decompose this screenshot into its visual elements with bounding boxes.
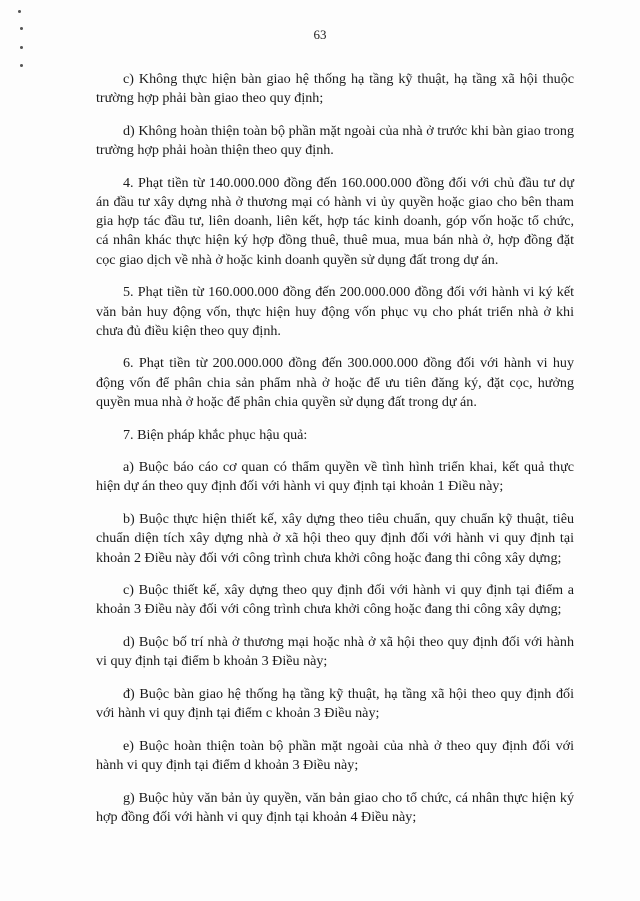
paragraph-7-heading: 7. Biện pháp khắc phục hậu quả:	[123, 426, 308, 443]
page-number: 63	[313, 27, 327, 42]
scan-speck	[20, 46, 23, 49]
scan-speck	[20, 64, 23, 67]
paragraph-3c: c) Không thực hiện bàn giao hệ thống hạ tầng kỹ thuật, hạ tầng xã hội thuộc trường hợp phải bàn giao theo quy định;	[96, 71, 574, 107]
paragraph-7b: b) Buộc thực hiện thiết kế, xây dựng theo tiêu chuẩn, quy chuẩn kỹ thuật, tiêu chuẩn diện tích xây dựng nhà ở xã hội theo quy định đối với hành vi quy định tại khoản 2 Điều này đối với công trình chưa khởi công hoặc đang thi công xây dựng;	[96, 511, 574, 566]
paragraph-4: 4. Phạt tiền từ 140.000.000 đồng đến 160.000.000 đồng đối với chủ đầu tư dự án đầu tư xây dựng nhà ở thương mại có hành vi ủy quyền hoặc giao cho bên tham gia hợp tác đầu tư, liên doanh, liên kết, hợp tác kinh doanh, góp vốn hoặc tổ chức, cá nhân khác thực hiện ký hợp đồng thuê, thuê mua, mua bán nhà ở, hợp đồng đặt cọc giao dịch về nhà ở hoặc kinh doanh quyền sử dụng đất trong dự án.	[96, 174, 574, 268]
document-body	[96, 70, 574, 841]
paragraph-3d: d) Không hoàn thiện toàn bộ phần mặt ngoài của nhà ở trước khi bàn giao trong trường hợp phải hoàn thiện theo quy định.	[96, 122, 574, 159]
paragraph-5: 5. Phạt tiền từ 160.000.000 đồng đến 200.000.000 đồng đối với hành vi ký kết văn bản huy động vốn, thực hiện huy động vốn phục vụ cho phát triển nhà ở khi chưa đủ điều kiện theo quy định.	[96, 284, 574, 339]
paragraph-7d: d) Buộc bố trí nhà ở thương mại hoặc nhà ở xã hội theo quy định đối với hành vi quy định tại điểm b khoản 3 Điều này;	[96, 634, 574, 670]
paragraph-7a: a) Buộc báo cáo cơ quan có thẩm quyền về tình hình triển khai, kết quả thực hiện dự án theo quy định đối với hành vi quy định tại khoản 1 Điều này;	[96, 459, 574, 495]
paragraph-7e: e) Buộc hoàn thiện toàn bộ phần mặt ngoài của nhà ở theo quy định đối với hành vi quy định tại điểm d khoản 3 Điều này;	[96, 737, 574, 774]
paragraph-6: 6. Phạt tiền từ 200.000.000 đồng đến 300.000.000 đồng đối với hành vi huy động vốn để phân chia sản phẩm nhà ở hoặc để ưu tiên đăng ký, đặt cọc, hưởng quyền mua nhà ở hoặc để phân chia quyền sử dụng đất trong dự án.	[96, 355, 574, 410]
scan-speck	[18, 10, 21, 13]
paragraph-7dd: đ) Buộc bàn giao hệ thống hạ tầng kỹ thuật, hạ tầng xã hội theo quy định đối với hành vi quy định tại điểm c khoản 3 Điều này;	[96, 686, 574, 722]
paragraph-7g: g) Buộc hủy văn bản ủy quyền, văn bản giao cho tổ chức, cá nhân thực hiện ký hợp đồng đối với hành vi quy định tại khoản 4 Điều này;	[96, 789, 574, 826]
paragraph-7c: c) Buộc thiết kế, xây dựng theo quy định đối với hành vi quy định tại điểm a khoản 3 Điều này đối với công trình chưa khởi công hoặc đang thi công xây dựng;	[96, 582, 574, 618]
